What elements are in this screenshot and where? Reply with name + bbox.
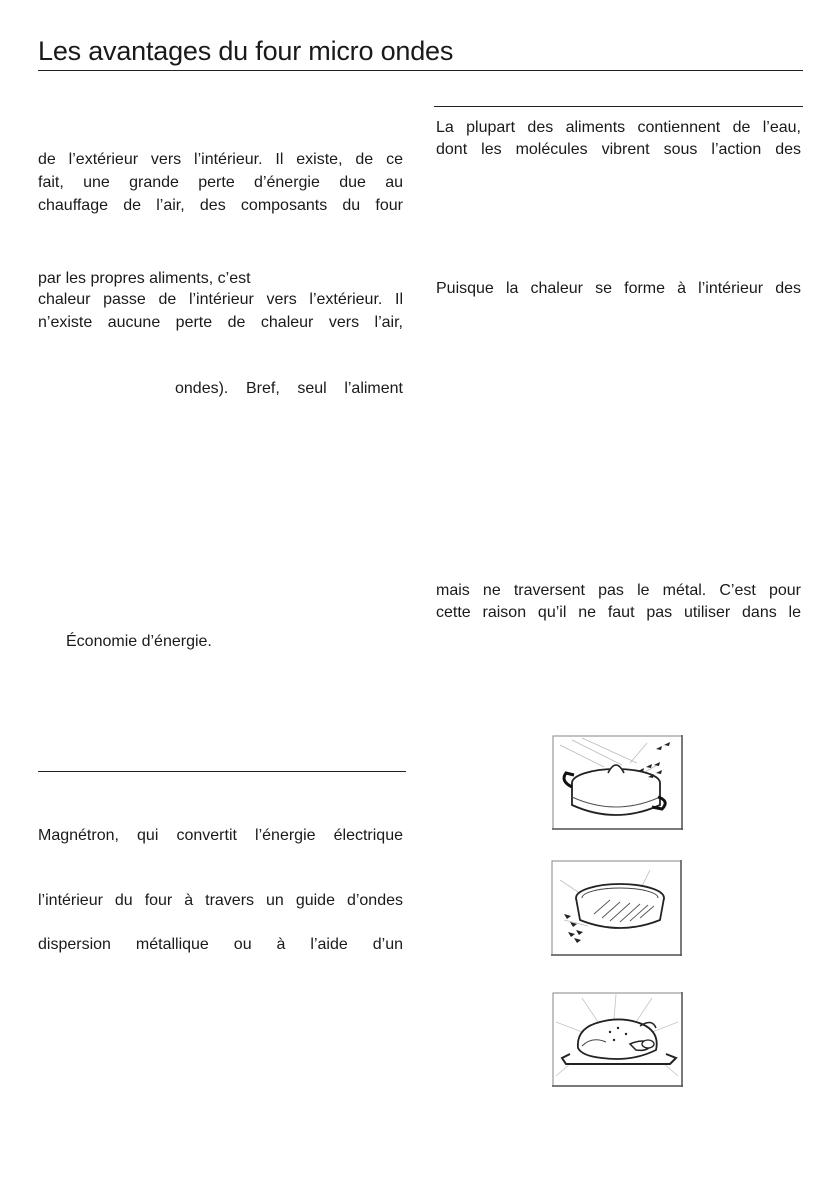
- left-line: Magnétron, qui convertit l’énergie électrique: [38, 827, 403, 844]
- left-line: de l’extérieur vers l’intérieur. Il existe, de ce: [38, 151, 403, 168]
- section-rule-left: [38, 771, 406, 772]
- right-line: mais ne traversent pas le métal. C’est pour: [436, 582, 801, 599]
- page-title: Les avantages du four micro ondes: [38, 36, 454, 66]
- roast-chicken-icon: [552, 992, 684, 1088]
- left-line: chaleur passe de l’intérieur vers l’extérieur. Il: [38, 291, 403, 308]
- left-line: fait, une grande perte d’énergie due au: [38, 174, 403, 191]
- left-line: chauffage de l’air, des composants du four: [38, 197, 403, 214]
- section-rule-right: [434, 106, 803, 107]
- right-line: dont les molécules vibrent sous l’action des: [436, 141, 801, 158]
- right-line: Puisque la chaleur se forme à l’intérieur des: [436, 280, 801, 297]
- left-line: ondes). Bref, seul l’aliment: [175, 380, 403, 397]
- open-pan-icon: [550, 860, 684, 958]
- left-line: dispersion métallique ou à l’aide d’un: [38, 936, 403, 953]
- right-line: cette raison qu’il ne faut pas utiliser dans le: [436, 604, 801, 621]
- left-line: n’existe aucune perte de chaleur vers l’air,: [38, 314, 403, 331]
- left-line: par les propres aliments, c’est: [38, 270, 251, 287]
- left-line: Économie d’énergie.: [66, 633, 212, 650]
- title-rule: [38, 70, 803, 71]
- covered-pot-icon: [552, 735, 684, 831]
- left-line: l’intérieur du four à travers un guide d’ondes: [38, 892, 403, 909]
- right-line: La plupart des aliments contiennent de l’eau,: [436, 119, 801, 136]
